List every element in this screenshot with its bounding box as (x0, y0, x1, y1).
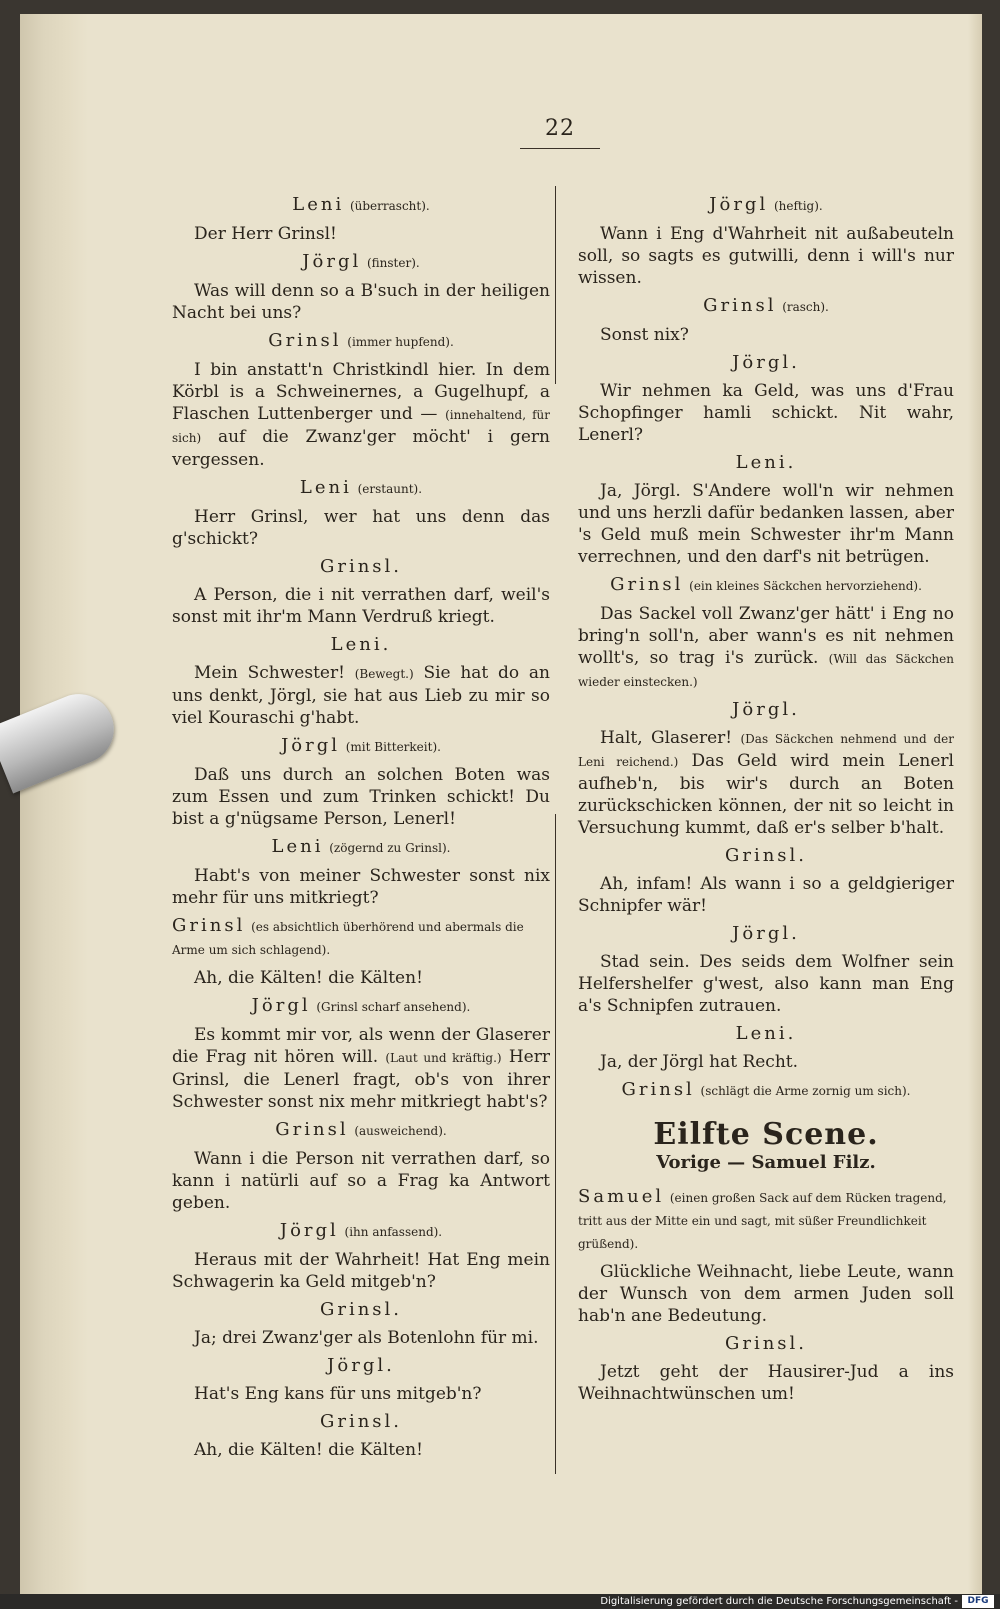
speaker-name: Jörgl (251, 995, 311, 1016)
page-number: 22 (545, 116, 575, 141)
speaker-name: Grinsl (172, 915, 246, 936)
speaker-name: Jörgl (281, 735, 340, 756)
speaker-name: Grinsl (610, 574, 684, 595)
stage-direction: (Das Säckchen nehmend und der Leni reichend.) (578, 732, 954, 769)
speaker-name: Grinsl (703, 295, 777, 316)
speaker-line (172, 634, 550, 656)
dialogue-line: Das Sackel voll Zwanz'ger hätt' i Eng no bring'n soll'n, aber wann's es nit nehmen wollt's, so trag i's zurück. (578, 604, 954, 668)
dialogue-text (172, 223, 550, 245)
dialogue-text (578, 380, 954, 446)
speaker-name: Leni. (735, 452, 797, 473)
dialogue-text (172, 584, 550, 628)
speaker-name: Leni. (330, 634, 392, 655)
dialogue-text (172, 967, 550, 989)
footer-credit: Digitalisierung gefördert durch die Deutsche Forschungsgemeinschaft - (0, 1594, 1000, 1609)
speaker-line (578, 1186, 954, 1255)
dialogue-line: auf die Zwanz'ger möcht' i gern vergessen. (172, 427, 551, 470)
speaker-line (578, 699, 954, 721)
stage-direction: (ein kleines Säckchen hervorziehend). (689, 579, 922, 593)
dialogue-line: Was will denn so a B'such in der heiligen Nacht bei uns? (172, 281, 550, 323)
dialogue-line: Ah, die Kälten! die Kälten! (194, 968, 423, 988)
dialogue-line: Halt, Glaserer! (600, 728, 733, 748)
speaker-line (578, 923, 954, 945)
speaker-line (578, 295, 954, 318)
dialogue-text (172, 1439, 550, 1461)
left-column (172, 190, 550, 1467)
stage-direction: (mit Bitterkeit). (345, 740, 441, 754)
dialogue-line: Wir nehmen ka Geld, was uns d'Frau Schopfinger hamli schickt. Nit wahr, Lenerl? (578, 381, 954, 445)
speaker-name: Jörgl. (732, 923, 800, 944)
dialogue-line: Glückliche Weihnacht, liebe Leute, wann der Wunsch von dem armen Juden soll hab'n ane Bedeutung. (578, 1262, 954, 1326)
dialogue-text (172, 1249, 550, 1293)
dialogue-text (172, 359, 550, 471)
dialogue-text (172, 1327, 550, 1349)
stage-direction: (es absichtlich überhörend und abermals die Arme um sich schlagend). (172, 920, 524, 957)
dialogue-line: Sonst nix? (600, 325, 689, 345)
dialogue-text (172, 865, 550, 909)
speaker-name: Jörgl (279, 1220, 339, 1241)
page-edge (968, 14, 982, 1594)
speaker-line (578, 1333, 954, 1355)
dialogue-text (578, 1261, 954, 1327)
stage-direction: (zögernd zu Grinsl). (329, 841, 451, 855)
dialogue-line: Wann i Eng d'Wahrheit nit außabeuteln soll, so sagts es gutwilli, denn i will's nur wissen. (578, 224, 954, 288)
speaker-line (578, 352, 954, 374)
page-number-rule (520, 148, 600, 149)
stage-direction: (einen großen Sack auf dem Rücken tragend, tritt aus der Mitte ein und sagt, mit süßer Freundlichkeit grüßend). (578, 1191, 947, 1251)
speaker-name: Jörgl. (732, 352, 800, 373)
speaker-name: Grinsl. (724, 845, 808, 866)
book-page (20, 14, 982, 1594)
speaker-name: Samuel (578, 1186, 665, 1207)
dialogue-line: Hat's Eng kans für uns mitgeb'n? (194, 1384, 482, 1404)
dialogue-line: Wann i die Person nit verrathen darf, so kann i natürli auf so a Frag ka Antwort geben. (172, 1149, 550, 1213)
dialogue-line: Es kommt mir vor, als wenn der Glaserer die Frag nit hören will. (172, 1025, 550, 1067)
speaker-line (578, 452, 954, 474)
stage-direction: (rasch). (782, 300, 829, 314)
speaker-line (172, 1411, 550, 1433)
dialogue-line: Heraus mit der Wahrheit! Hat Eng mein Schwagerin ka Geld mitgeb'n? (172, 1250, 550, 1292)
speaker-line (578, 1079, 954, 1102)
dialogue-line: Jetzt geht der Hausirer-Jud a ins Weihnachtwünschen um! (578, 1362, 954, 1404)
speaker-line (578, 845, 954, 867)
stage-direction: (überrascht). (349, 199, 430, 213)
speaker-name: Grinsl (275, 1119, 349, 1140)
dialogue-text (578, 1361, 954, 1405)
scene-characters: Vorige — Samuel Filz. (656, 1152, 876, 1173)
speaker-name: Jörgl (709, 194, 769, 215)
dialogue-line: Das Geld wird mein Lenerl aufheb'n, bis wir's durch an Boten zurückschicken können, der nit so leicht in Versuchung kummt, daß er's selber b'halt. (578, 751, 954, 838)
page-gutter (20, 14, 88, 1594)
speaker-line (172, 995, 550, 1018)
stage-direction: (Will das Säckchen wieder einstecken.) (578, 652, 954, 689)
speaker-name: Grinsl. (724, 1333, 808, 1354)
speaker-name: Grinsl. (319, 1411, 403, 1432)
dialogue-text (578, 480, 954, 568)
speaker-line (172, 477, 550, 500)
speaker-line (172, 1119, 550, 1142)
scene-title: Eilfte Scene. (653, 1117, 879, 1152)
column-divider-top (555, 186, 556, 384)
speaker-name: Grinsl. (319, 1299, 403, 1320)
stage-direction: (Grinsl scharf ansehend). (316, 1000, 471, 1014)
stage-direction: (heftig). (773, 199, 823, 213)
dialogue-text (172, 280, 550, 324)
speaker-line (172, 836, 550, 859)
stage-direction: (ausweichend). (354, 1124, 447, 1138)
speaker-name: Leni. (735, 1023, 797, 1044)
speaker-name: Grinsl (621, 1079, 695, 1100)
dialogue-text (578, 727, 954, 839)
dialogue-line: Ah, infam! Als wann i so a geldgieriger Schnipfer wär! (578, 874, 954, 916)
stage-direction: (schlägt die Arme zornig um sich). (700, 1084, 911, 1098)
speaker-name: Grinsl. (319, 556, 403, 577)
speaker-line (172, 251, 550, 274)
dialogue-text (172, 764, 550, 830)
dialogue-line: Herr Grinsl, wer hat uns denn das g'schickt? (172, 507, 550, 549)
speaker-line (578, 1023, 954, 1045)
dialogue-text (578, 1051, 954, 1073)
dialogue-text (172, 1024, 550, 1113)
dialogue-line: Stad sein. Des seids dem Wolfner sein Helfershelfer g'west, also kann man Eng a's Schnipfen zutrauen. (578, 952, 954, 1016)
speaker-line (172, 556, 550, 578)
speaker-line (172, 330, 550, 353)
stage-direction: (Bewegt.) (354, 667, 414, 681)
speaker-name: Leni (292, 194, 345, 215)
stage-direction: (immer hupfend). (347, 335, 454, 349)
speaker-line (172, 194, 550, 217)
dialogue-text (578, 223, 954, 289)
dialogue-line: Ah, die Kälten! die Kälten! (194, 1440, 423, 1460)
dialogue-line: A Person, die i nit verrathen darf, weil's sonst mit ihr'm Mann Verdruß kriegt. (172, 585, 550, 627)
speaker-name: Leni (299, 477, 352, 498)
right-column (578, 190, 954, 1411)
stage-direction: (innehaltend, für sich) (172, 408, 550, 445)
dialogue-text (172, 662, 550, 729)
dialogue-line: Daß uns durch an solchen Boten was zum Essen und zum Trinken schickt! Du bist a g'nügsame Person, Lenerl! (172, 765, 550, 829)
dialogue-text (172, 1383, 550, 1405)
speaker-line (172, 1355, 550, 1377)
speaker-line (578, 574, 954, 597)
dialogue-line: Mein Schwester! (194, 663, 345, 683)
speaker-line (578, 194, 954, 217)
dialogue-line: Ja, der Jörgl hat Recht. (600, 1052, 799, 1072)
stage-direction: (Laut und kräftig.) (385, 1051, 502, 1065)
stage-direction: (erstaunt). (357, 482, 423, 496)
speaker-name: Jörgl. (732, 699, 800, 720)
speaker-name: Grinsl (268, 330, 342, 351)
dialogue-line: Sie hat do an uns denkt, Jörgl, sie hat aus Lieb zu mir so viel Kouraschi g'habt. (172, 663, 550, 728)
speaker-name: Jörgl (302, 251, 362, 272)
dialogue-text (172, 506, 550, 550)
speaker-line (172, 1220, 550, 1243)
dialogue-line: Habt's von meiner Schwester sonst nix mehr für uns mitkriegt? (172, 866, 550, 908)
dialogue-text (578, 873, 954, 917)
dialogue-line: Ja; drei Zwanz'ger als Botenlohn für mi. (194, 1328, 539, 1348)
dialogue-line: I bin anstatt'n Christkindl hier. In dem Körbl is a Schweinernes, a Gugelhupf, a Flaschen Luttenberger und — (172, 360, 550, 424)
speaker-line (172, 915, 550, 961)
dialogue-text (578, 603, 954, 693)
dialogue-text (578, 951, 954, 1017)
dialogue-text (578, 324, 954, 346)
stage-direction: (finster). (366, 256, 420, 270)
dialogue-line: Herr Grinsl, die Lenerl fragt, ob's von ihrer Schwester sonst nix mehr mitkriegt habt's? (172, 1047, 550, 1112)
dialogue-line: Der Herr Grinsl! (194, 224, 337, 244)
speaker-name: Jörgl. (327, 1355, 395, 1376)
dfg-logo: DFG (962, 1595, 994, 1608)
dialogue-line: Ja, Jörgl. S'Andere woll'n wir nehmen und uns herzli dafür bedanken lassen, aber 's Geld muß mein Schwester ihr'm Mann verrechnen, und den darf's nit betrügen. (578, 481, 954, 567)
stage-direction: (ihn anfassend). (344, 1225, 443, 1239)
speaker-name: Leni (271, 836, 324, 857)
speaker-line (172, 735, 550, 758)
column-divider-bottom (555, 814, 556, 1474)
dialogue-text (172, 1148, 550, 1214)
speaker-line (172, 1299, 550, 1321)
